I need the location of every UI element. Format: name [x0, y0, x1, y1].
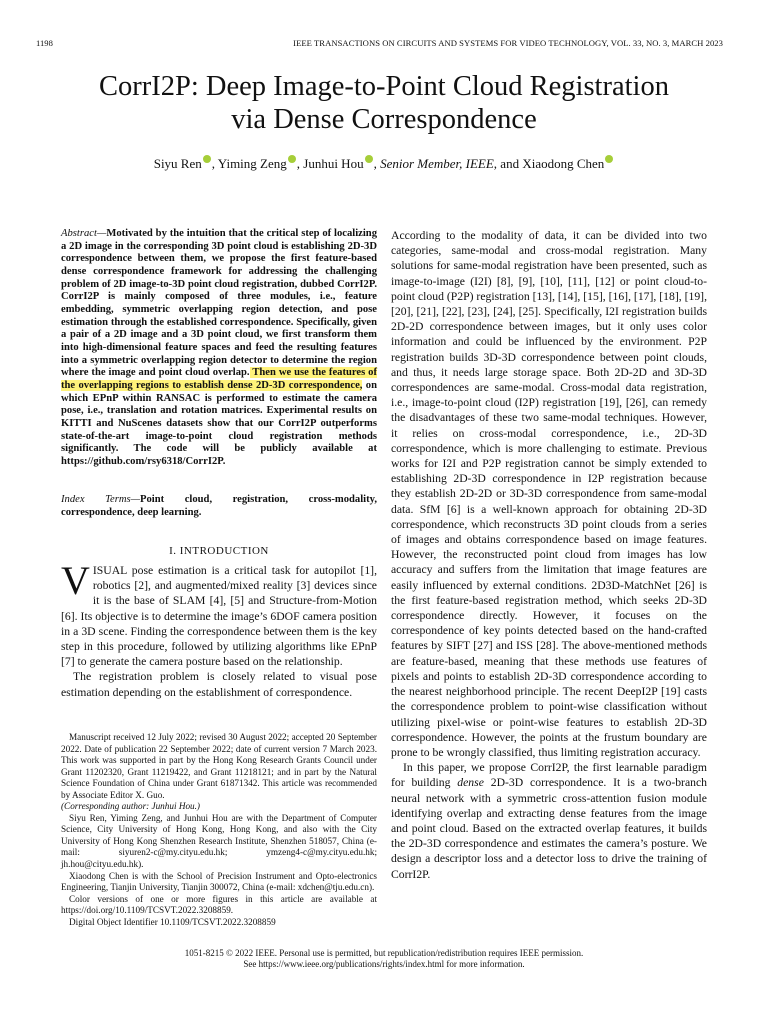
- index-terms: [61, 494, 377, 519]
- body-paragraph-text: 2D-3D correspondence. It is a two-branch neural network with a symmetric cross-attention fusion module identifying overlap and extracting dense features from the image and point cloud. Based on the extracted overlap features, it builds the 2D-3D correspondence and estimates the camera’s posture. We design a descriptor loss and a detector loss to drive the training of CorrI2P.: [391, 776, 708, 881]
- body-paragraph: According to the modality of data, it can be divided into two categories, same-modal and cross-modal registration. Many solutions for same-modal registration have been presented, such as image-to-image (I2I) [8], [9], [10], [11], [12] or point cloud-to-point cloud (P2P) registration [13], [14], [15], [16], [17], [18], [19], [20], [21], [22], [23], [24], [25]. Specifically, I2I registration builds 2D-2D correspondence between images, but it only uses color information and could be influenced by the environment. P2P registration builds 3D-3D correspondence between point clouds, and thus, it needs large storage space. Both 2D-2D and 3D-3D correspondences are same-modal. Cross-modal data registration, i.e., image-to-point cloud (I2P) registration [19], [26], can remedy the disadvantages of these two same-modal techniques. However, it relies on cross-modal correspondence, i.e., 2D-3D correspondence, which is more challenging to estimate. Previous works for I2I and P2P registration cannot be simply extended to establishing 2D-3D correspondence in I2P registration because they establish 2D-2D or 3D-3D correspondence from same-modal data. SfM [6] is a well-known approach for obtaining 2D-3D correspondence, which reconstructs 3D point clouds from a series of images and obtains correspondence based on image features. However, the reconstructed point cloud from images has low accuracy and suffers from the limitation that image features are easily influenced by external conditions. 2D3D-MatchNet [26] is the first feature-based registration method, which seeks 2D-3D correspondence directly. However, it focuses on the correspondence of key points detected based on the hand-crafted features by SIFT [27] and ISS [28]. The above-mentioned methods are feature-based, meaning that these methods use features of pixels and points to establish 2D-3D correspondence according to the nearest neighborhood principle. The recent DeepI2P [19] casts the correspondence problem to point-wise classification without utilizing pixel-wise or point-wise features to establish 2D-3D correspondence. However, the points at the frustum boundary are prone to be wrongly classified, thus limiting registration accuracy.: [391, 229, 707, 759]
- footnote-affiliation: Siyu Ren, Yiming Zeng, and Junhui Hou are with the Department of Computer Science, City University of Hong Kong, Hong Kong, and also with the City University of Hong Kong Shenzhen Research Institute, Shenzhen 518057, China (e-mail: siyuren2-c@my.cityu.edu.hk; ymzeng4-c@my.cityu.edu.hk; jh.hou@cityu.edu.hk).: [61, 812, 377, 870]
- introduction-text: [61, 558, 377, 700]
- section-heading: I. INTRODUCTION: [169, 545, 269, 557]
- intro-paragraph-text: ISUAL pose estimation is a critical task for autopilot [1], robotics [2], and augmented/mixed reality [3] devices since it is the base of SLAM [4], [5] and Structure-from-Motion [6]. Its objective is to determine the image’s 6DOF camera position in a 3D scene. Finding the correspondence between them is the key step in this procedure, followed by utilizing algorithms like EPnP [7] to generate the camera posture based on the relationship.: [61, 564, 377, 669]
- highlighted-text: Then we use the features of the overlapping regions to establish dense 2D-3D correspondence,: [61, 367, 377, 391]
- intro-paragraph: The registration problem is closely related to visual pose estimation depending on the establishment of correspondence.: [61, 670, 377, 699]
- page-number: 1198: [36, 38, 53, 48]
- author-name: Siyu Ren: [153, 156, 202, 171]
- orcid-icon[interactable]: [203, 155, 211, 163]
- footnote-affiliation: Xiaodong Chen is with the School of Precision Instrument and Opto-electronics Engineering, Tianjin University, Tianjin 300072, China (e-mail: xdchen@tju.edu.cn).: [61, 870, 377, 893]
- footnote: [61, 732, 377, 928]
- emphasis-text: dense: [457, 776, 484, 790]
- copyright-line: 1051-8215 © 2022 IEEE. Personal use is permitted, but republication/redistribution requires IEEE permission.: [184, 948, 584, 958]
- footnote-manuscript-text: Manuscript received 12 July 2022; revised 30 August 2022; accepted 20 September 2022. Date of publication 22 September 2022; date of current version 7 March 2023. This work was supported in part by the Hong Kong Research Grants Council under Grant 11202320, Grant 11219422, and Grant 11218121; and in part by the Natural Science Foundation of China under Grant 61871342. This article was recommended by Associate Editor X. Guo.: [61, 732, 377, 800]
- author-name: , and Xiaodong Chen: [493, 156, 605, 171]
- abstract-text: Motivated by the intuition that the critical step of localizing a 2D image in the corresponding 3D point cloud is establishing 2D-3D correspondence between them, we propose the first feature-based dense correspondence framework for addressing the challenging problem of 2D image-to-3D point cloud registration, dubbed CorrI2P. CorrI2P is mainly composed of three modules, i.e., feature embedding, symmetric overlapping region detection, and pose estimation through the established correspondence. Specifically, given a pair of a 2D image and a 3D point cloud, we first transform them into high-dimensional feature spaces and feed the resulting features into a symmetric overlapping region detector to determine the region where the image and point cloud overlap.: [61, 228, 377, 379]
- body-paragraph: [391, 760, 707, 882]
- index-terms-text: Point cloud, registration, cross-modality, correspondence, deep learning.: [61, 494, 377, 518]
- author-list: [0, 155, 768, 172]
- drop-cap: V: [61, 558, 90, 603]
- abstract-text-continued: on which EPnP within RANSAC is performed to estimate the camera pose, i.e., translation and rotation matrices. Experimental results on KITTI and NuScenes datasets show that our CorrI2P outperforms state-of-the-art image-to-point cloud registration methods significantly. The code will be publicly available at https://github.com/rsy6318/CorrI2P.: [61, 379, 377, 467]
- abstract-lead: Abstract—: [61, 228, 107, 239]
- orcid-icon[interactable]: [288, 155, 296, 163]
- footnote-doi: Digital Object Identifier 10.1109/TCSVT.2022.3208859: [69, 916, 276, 927]
- author-membership: , Senior Member, IEEE: [373, 156, 494, 171]
- running-header: IEEE TRANSACTIONS ON CIRCUITS AND SYSTEMS FOR VIDEO TECHNOLOGY, VOL. 33, NO. 3, MARCH 2023: [293, 38, 723, 48]
- paper-title: [0, 70, 768, 136]
- title-line-2: via Dense Correspondence: [231, 104, 537, 135]
- intro-paragraph: [61, 558, 377, 669]
- right-column-text: [391, 228, 707, 882]
- footnote-manuscript: [61, 732, 377, 813]
- corresponding-author: (Corresponding author: Junhui Hou.): [61, 801, 200, 812]
- body-paragraph-text: In this paper, we propose CorrI2P, the first learnable paradigm for building: [391, 761, 707, 790]
- footnote-color-note: Color versions of one or more figures in this article are available at https://doi.org/10.1109/TCSVT.2022.3208859.: [61, 893, 377, 916]
- abstract: [61, 228, 377, 468]
- author-name: , Junhui Hou: [296, 156, 364, 171]
- copyright-line: See https://www.ieee.org/publications/rights/index.html for more information.: [243, 959, 525, 969]
- orcid-icon[interactable]: [365, 155, 373, 163]
- title-line-1: CorrI2P: Deep Image-to-Point Cloud Registration: [99, 71, 669, 102]
- orcid-icon[interactable]: [605, 155, 613, 163]
- author-name: , Yiming Zeng: [211, 156, 287, 171]
- index-terms-lead: Index Terms—: [61, 494, 141, 505]
- copyright-notice: [0, 948, 768, 970]
